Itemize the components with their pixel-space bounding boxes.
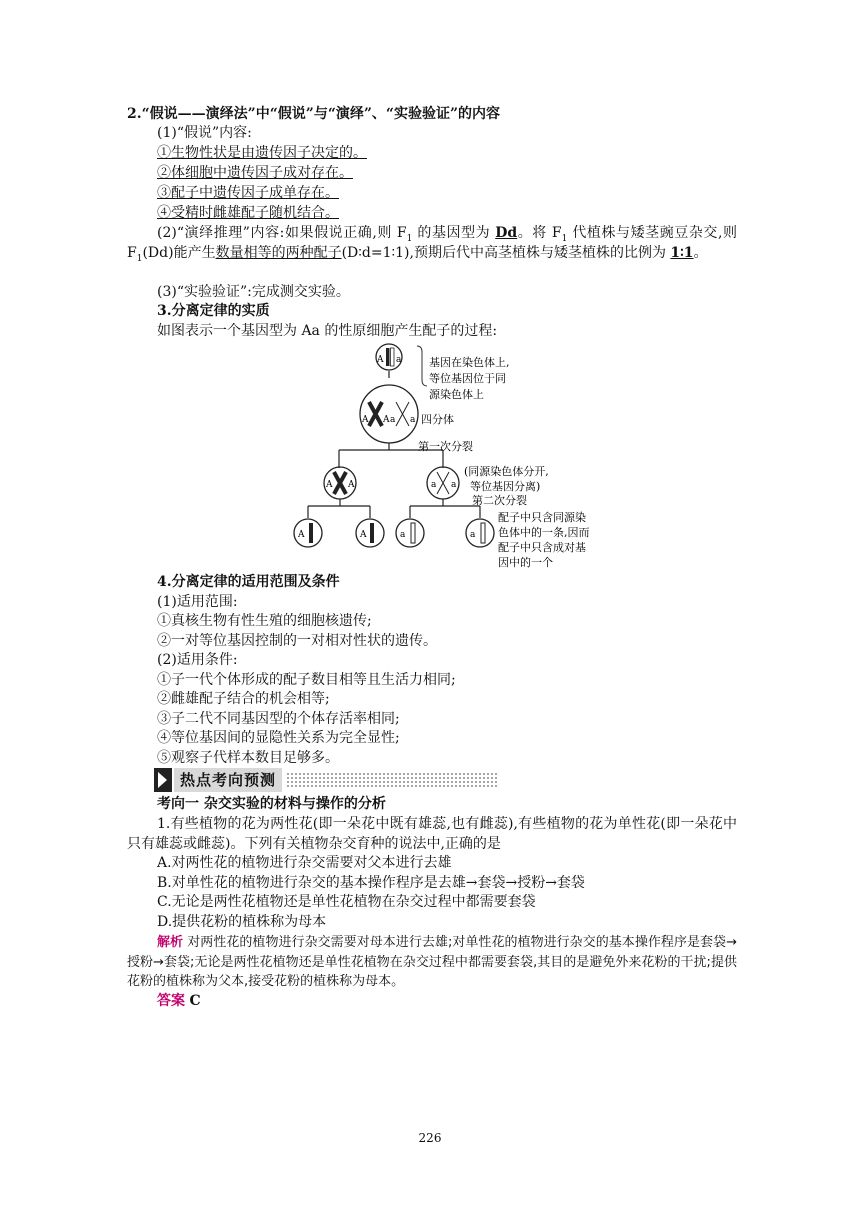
answer-line: [157, 992, 201, 1011]
svg-text:A: A: [360, 530, 367, 540]
banner-title: 热点考向预测: [174, 768, 282, 792]
chromosome-icon: [369, 402, 382, 426]
option-b: B.对单性花的植物进行杂交的基本操作程序是去雄→套袋→授粉→套袋: [157, 875, 585, 891]
chromosome-icon: [391, 348, 395, 366]
answer-label: 答案: [157, 993, 185, 1009]
hypothesis-label: (1)“假说”内容:: [157, 125, 252, 141]
condition-item: ⑤观察子代样本数目足够多。: [157, 750, 339, 766]
answer-value: C: [189, 993, 201, 1009]
brace: [417, 346, 427, 386]
analysis-text: 对两性花的植物进行杂交需要对母本进行去雄;对单性花的植物进行杂交的基本操作程序是套袋→授粉→套袋;无论是两性花植物还是单性花植物在杂交过程中都需要套袋,其目的是避免外来花粉的干扰;提供花粉的植株称为父本,接受花粉的植株称为母本。: [127, 935, 737, 989]
chromosome-icon: [396, 402, 409, 426]
allele-label: a: [396, 355, 402, 365]
analysis-paragraph: [127, 933, 737, 992]
section-3-heading: 3.分离定律的实质: [157, 303, 270, 319]
note-text: 配子中只含成对基: [498, 541, 586, 554]
tetrad-label: 四分体: [421, 413, 454, 426]
conditions-label: (2)适用条件:: [157, 652, 238, 668]
verification-text: (3)“实验验证”:完成测交实验。: [157, 284, 350, 300]
svg-text:a: a: [410, 415, 416, 425]
chromosome-icon: [386, 348, 390, 366]
svg-text:a: a: [400, 530, 406, 540]
hotspot-banner: [154, 768, 498, 792]
note-text: 等位基因位于同: [429, 372, 506, 385]
note-text: 基因在染色体上,: [429, 356, 510, 369]
tetrad-cell: [360, 385, 418, 443]
hypothesis-item: ③配子中遗传因子成单存在。: [157, 185, 339, 201]
svg-text:A: A: [326, 480, 333, 490]
genotype-answer: Dd: [495, 225, 518, 241]
hypothesis-item: ②体细胞中遗传因子成对存在。: [157, 165, 353, 181]
page-number: 226: [418, 1131, 442, 1145]
hypothesis-item: ①生物性状是由遗传因子决定的。: [157, 145, 367, 161]
note-text: (同源染色体分开,: [464, 465, 549, 478]
note-text: 等位基因分离): [470, 480, 541, 493]
svg-text:A: A: [298, 530, 305, 540]
division-label: 第一次分裂: [418, 440, 473, 453]
note-text: 配子中只含同源染: [498, 511, 586, 524]
svg-text:A: A: [383, 415, 390, 425]
option-c: C.无论是两性花植物还是单性花植物在杂交过程中都需要套袋: [157, 894, 536, 910]
svg-text:A: A: [348, 480, 355, 490]
arrow-icon: [154, 768, 172, 792]
scope-item: ①真核生物有性生殖的细胞核遗传;: [157, 613, 372, 629]
section-4-heading: 4.分离定律的适用范围及条件: [157, 574, 340, 590]
deduction-paragraph: (2)“演绎推理”内容:如果假说正确,则 $F_1$ 的基因型为 Dd。将 $F_1$ 代植株与矮茎豌豆杂交,则 $F_1(Dd)$能产生数量相等的两种配子(D∶d=1∶1),预期后代中高茎植株与矮茎植株的比例为 1∶1。: [127, 225, 737, 264]
condition-item: ③子二代不同基因型的个体存活率相同;: [157, 711, 400, 727]
note-text: 因中的一个: [498, 556, 553, 569]
condition-item: ②雌雄配子结合的机会相等;: [157, 691, 330, 707]
dotted-decoration: [286, 772, 498, 788]
question-stem: 1.有些植物的花为两性花(即一朵花中既有雄蕊,也有雌蕊),有些植物的花为单性花(即一朵花中只有雄蕊或雌蕊)。下列有关植物杂交育种的说法中,正确的是: [127, 816, 737, 852]
option-a: A.对两性花的植物进行杂交需要对父本进行去雄: [157, 855, 452, 871]
option-d: D.提供花粉的植株称为母本: [157, 914, 327, 930]
note-text: 色体中的一条,因而: [498, 526, 590, 539]
scope-item: ②一对等位基因控制的一对相对性状的遗传。: [157, 633, 437, 649]
ratio-answer: 1∶1: [670, 244, 694, 261]
condition-item: ①子一代个体形成的配子数目相等且生活力相同;: [157, 672, 456, 688]
svg-text:a: a: [451, 480, 457, 490]
svg-text:A: A: [362, 415, 369, 425]
note-text: 源染色体上: [429, 388, 484, 401]
direction-heading: 考向一 杂交实验的材料与操作的分析: [157, 796, 386, 812]
section-2-heading: 2.“假说——演绎法”中“假说”与“演绎”、“实验验证”的内容: [127, 106, 501, 122]
allele-label: A: [377, 355, 384, 365]
analysis-label: 解析: [157, 935, 184, 950]
scope-label: (1)适用范围:: [157, 594, 238, 610]
hypothesis-item: ④受精时雌雄配子随机结合。: [157, 205, 339, 221]
condition-item: ④等位基因间的显隐性关系为完全显性;: [157, 730, 400, 746]
section-3-intro: 如图表示一个基因型为 Aa 的性原细胞产生配子的过程:: [157, 323, 498, 339]
svg-text:a: a: [431, 480, 437, 490]
svg-text:a: a: [470, 530, 476, 540]
meiosis-diagram: [290, 340, 610, 572]
division-label: 第二次分裂: [472, 494, 527, 507]
svg-text:a: a: [390, 415, 396, 425]
